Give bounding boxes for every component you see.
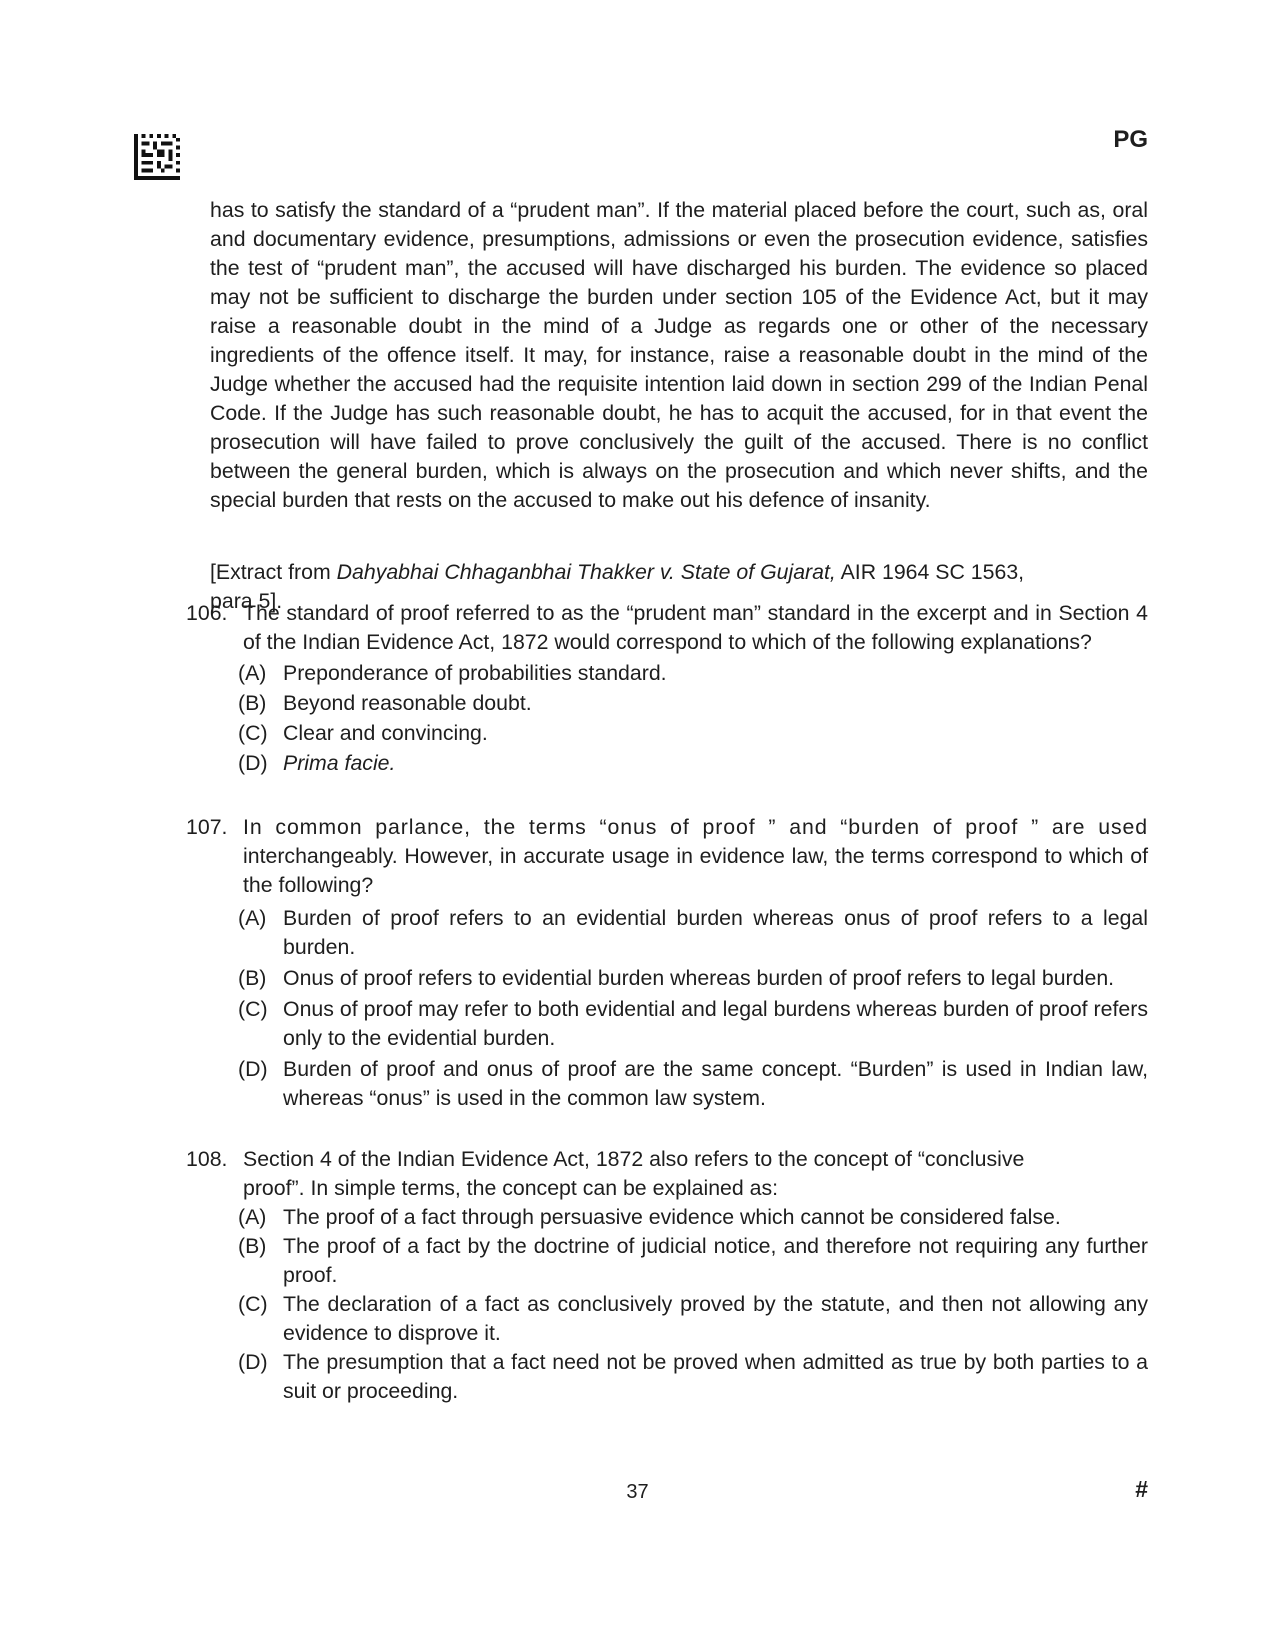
option-b xyxy=(186,1232,1148,1290)
option-a xyxy=(186,904,1148,962)
page-number: 37 xyxy=(626,1481,649,1503)
option-label: (B) xyxy=(238,1234,267,1258)
question-number: 106. xyxy=(186,601,228,625)
question-text-line1: In common parlance, the terms “onus of proof ” and “burden of proof ” are used xyxy=(243,815,1148,839)
option-d xyxy=(186,1055,1148,1113)
option-text: Burden of proof and onus of proof are the same concept. “Burden” is used in Indian law, whereas “onus” is used in the common law system. xyxy=(283,1057,1148,1110)
option-text: Burden of proof refers to an evidential burden whereas onus of proof refers to a legal burden. xyxy=(283,906,1148,959)
option-text: The declaration of a fact as conclusively proved by the statute, and then not allowing any evidence to disprove it. xyxy=(283,1292,1148,1345)
option-b xyxy=(186,964,1148,993)
option-text: Preponderance of probabilities standard. xyxy=(283,661,667,685)
option-label: (A) xyxy=(238,661,267,685)
citation-case-name: Dahyabhai Chhaganbhai Thakker v. State of Gujarat, xyxy=(336,560,836,584)
question-106 xyxy=(186,599,1148,778)
question-stem xyxy=(186,599,1148,657)
option-c xyxy=(186,1290,1148,1348)
question-108 xyxy=(186,1145,1148,1406)
option-d xyxy=(186,749,1148,778)
option-label: (D) xyxy=(238,751,268,775)
option-label: (D) xyxy=(238,1057,268,1081)
question-107 xyxy=(186,813,1148,1113)
option-b xyxy=(186,689,1148,718)
qr-code-icon xyxy=(134,134,180,180)
question-stem xyxy=(186,1145,1148,1203)
option-label: (B) xyxy=(238,691,267,715)
citation-prefix: [Extract from xyxy=(210,560,337,584)
series-code: PG xyxy=(1113,126,1148,153)
question-text-line2: proof”. In simple terms, the concept can be explained as: xyxy=(243,1176,779,1200)
option-text: Onus of proof refers to evidential burden whereas burden of proof refers to legal burden. xyxy=(283,966,1115,990)
footer-mark: # xyxy=(1135,1476,1148,1502)
option-label: (B) xyxy=(238,966,267,990)
option-label: (C) xyxy=(238,997,268,1021)
option-text: Clear and convincing. xyxy=(283,721,488,745)
citation-reference: AIR 1964 SC 1563, xyxy=(835,560,1025,584)
option-a xyxy=(186,1203,1148,1232)
passage-text: has to satisfy the standard of a “prudent man”. If the material placed before the court, such as, oral and documentary evidence, presumptions, admissions or even the prosecution evidence, satisfies the test of “prudent man”, the accused will have discharged his burden. The evidence so placed may not be sufficient to discharge the burden under section 105 of the Evidence Act, but it may raise a reasonable doubt in the mind of a Judge as regards one or other of the necessary ingredients of the offence itself. It may, for instance, raise a reasonable doubt in the mind of the Judge whether the accused had the requisite intention laid down in section 299 of the Indian Penal Code. If the Judge has such reasonable doubt, he has to acquit the accused, for in that event the prosecution will have failed to prove conclusively the guilt of the accused. There is no conflict between the general burden, which is always on the prosecution and which never shifts, and the special burden that rests on the accused to make out his defence of insanity. xyxy=(210,198,1148,512)
question-stem xyxy=(186,813,1148,900)
question-number: 107. xyxy=(186,815,228,839)
question-number: 108. xyxy=(186,1147,228,1171)
question-text-rest: interchangeably. However, in accurate usage in evidence law, the terms correspond to which of the following? xyxy=(243,844,1148,897)
option-label: (A) xyxy=(238,1205,267,1229)
option-c xyxy=(186,719,1148,748)
question-text: The standard of proof referred to as the “prudent man” standard in the excerpt and in Section 4 of the Indian Evidence Act, 1872 would correspond to which of the following explanations? xyxy=(243,601,1148,654)
option-text: Prima facie. xyxy=(283,751,396,775)
option-text: Onus of proof may refer to both evidential and legal burdens whereas burden of proof refers only to the evidential burden. xyxy=(283,997,1148,1050)
question-text-line1: Section 4 of the Indian Evidence Act, 1872 also refers to the concept of “conclusive xyxy=(243,1147,1025,1171)
option-d xyxy=(186,1348,1148,1406)
citation-paragraph: para 5]. xyxy=(210,589,283,613)
option-a xyxy=(186,659,1148,688)
option-label: (C) xyxy=(238,1292,268,1316)
option-c xyxy=(186,995,1148,1053)
option-text: The proof of a fact by the doctrine of judicial notice, and therefore not requiring any further proof. xyxy=(283,1234,1148,1287)
option-label: (D) xyxy=(238,1350,268,1374)
option-text: The presumption that a fact need not be proved when admitted as true by both parties to a suit or proceeding. xyxy=(283,1350,1148,1403)
option-text: The proof of a fact through persuasive evidence which cannot be considered false. xyxy=(283,1205,1061,1229)
option-label: (A) xyxy=(238,906,267,930)
option-label: (C) xyxy=(238,721,268,745)
option-text: Beyond reasonable doubt. xyxy=(283,691,532,715)
